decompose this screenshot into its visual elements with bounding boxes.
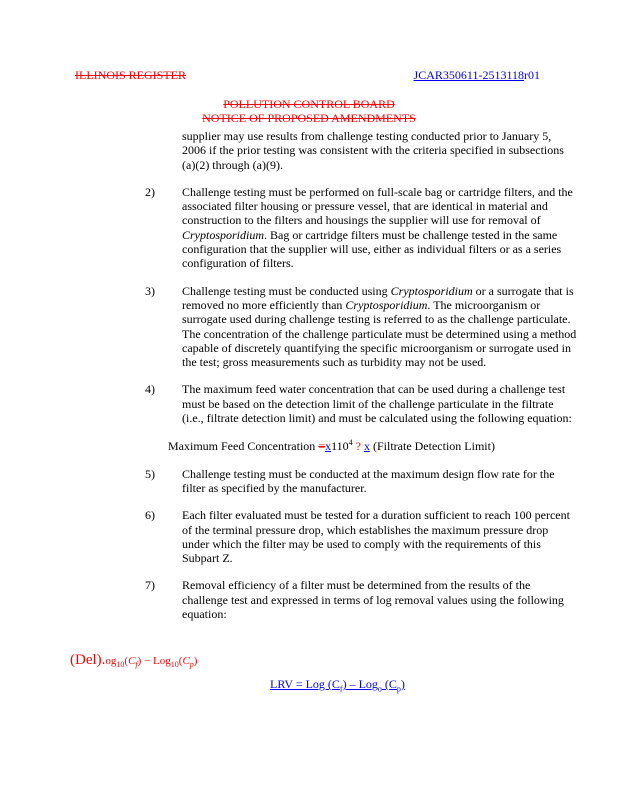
item-text: Challenge testing must be conducted using Cryptosporidium or a surrogate that is removed no more efficiently than Cryptosporidium. The microorganism or surrogate used during challenge testing is referred to as the challenge particulate. The concentration of the challenge particulate must be determined using a method capable of discretely quantifying the specific microorganism or surrogate used in the test; gross measurements such as turbidity may not be used.	[182, 283, 577, 370]
item-text: Removal efficiency of a filter must be determined from the results of the challenge test and expressed in terms of log removal values using the following equation:	[182, 578, 564, 622]
list-item-7	[145, 578, 579, 621]
register-title: ILLINOIS REGISTER	[75, 68, 186, 82]
intro-paragraph: supplier may use results from challenge testing conducted prior to January 5, 2006 if the prior testing was consistent with the criteria specified in subsections (a)(2) through (a)(9).	[182, 129, 564, 172]
coefficient: 1	[331, 439, 337, 454]
item-text: Each filter evaluated must be tested for a duration sufficient to reach 100 percent of the terminal pressure drop, which establishes the maximum pressure drop under which the filter may be used to comply with the requirements of this Subpart Z.	[182, 508, 570, 566]
page-header	[75, 68, 540, 82]
species-name: Cryptosporidium	[345, 297, 428, 312]
item-text: The maximum feed water concentration that can be used during a challenge test must be based on the detection limit of the challenge particulate in the filtrate (i.e., filtrate detection limit) and must be calculated using the following equation:	[182, 382, 572, 426]
exponent: 4	[348, 438, 353, 448]
deleted-equation-math: $og_{10}(C_f) - Log_{10}(C_p)$	[105, 655, 198, 670]
board-title: POLLUTION CONTROL BOARD	[223, 97, 395, 111]
base-ten: 10	[336, 439, 349, 454]
notice-title: NOTICE OF PROPOSED AMENDMENTS	[202, 111, 416, 126]
item-number: 2)	[145, 184, 155, 199]
document-body	[145, 129, 579, 621]
max-feed-concentration-equation	[168, 439, 579, 453]
list-item-6	[145, 508, 579, 565]
jcar-revision-suffix: r01	[524, 68, 540, 82]
item-number: 4)	[145, 382, 155, 397]
jcar-link[interactable]: JCAR350611-2513118	[413, 68, 524, 82]
species-name: Cryptosporidium	[390, 283, 473, 298]
list-item-4	[145, 382, 579, 425]
inserted-lrv-equation: LRV = Log $(C_f) - Log_o$ $(C_p)$	[270, 677, 405, 694]
item-text: Challenge testing must be performed on full-scale bag or cartridge filters, and the associated filter housing or pressure vessel, that are identical in material and construction to the filters and housings the supplier will use for removal of Cryptosporidium. Bag or cartridge filters must be challenge tested in the same configuration that the supplier will use, either as individual filters or as a series configuration of filters.	[182, 184, 573, 271]
item-number: 3)	[145, 283, 155, 298]
item-number: 7)	[145, 578, 155, 593]
list-item-3	[145, 284, 579, 370]
list-item-5	[145, 467, 579, 496]
deletion-marker: (Del).	[70, 652, 106, 668]
item-number: 6)	[145, 508, 155, 523]
inserted-x: x	[325, 439, 332, 454]
inserted-x: x	[363, 439, 370, 454]
jcar-reference	[414, 68, 540, 82]
item-number: 5)	[145, 466, 155, 481]
deleted-log-equation	[70, 653, 197, 668]
unknown-mark: ?	[352, 439, 364, 454]
equation-suffix: (Filtrate Detection Limit)	[369, 439, 495, 454]
list-item-2	[145, 185, 579, 271]
document-titles	[0, 97, 618, 126]
equation-prefix: Maximum Feed Concentration	[168, 439, 319, 454]
species-name: Cryptosporidium	[182, 227, 265, 242]
deleted-equals-sign: =	[318, 439, 326, 454]
item-text: Challenge testing must be conducted at the maximum design flow rate for the filter as specified by the manufacturer.	[182, 466, 555, 495]
